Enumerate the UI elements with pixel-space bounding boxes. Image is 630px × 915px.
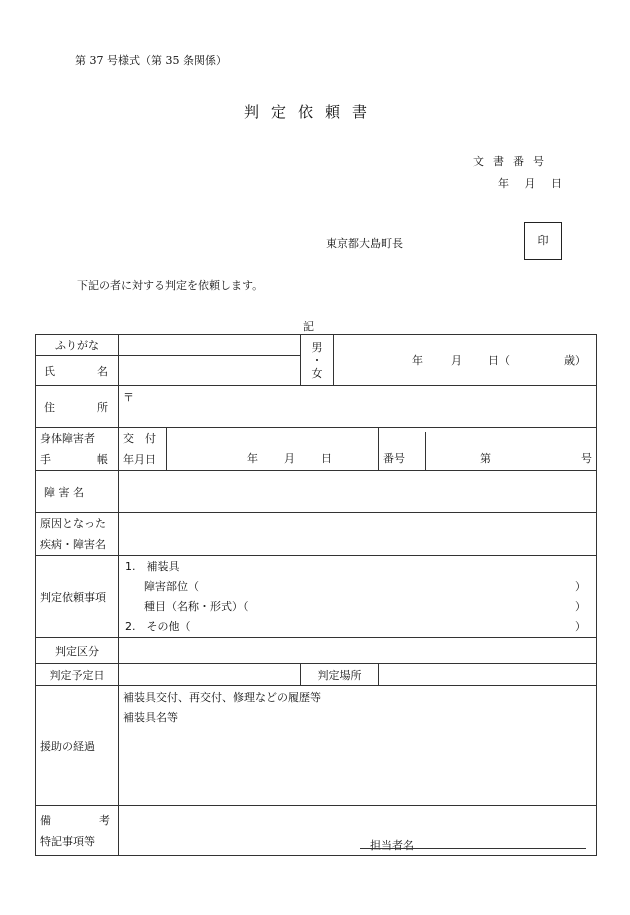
category-field[interactable] <box>119 638 597 664</box>
request-item2-close: ） <box>575 619 587 633</box>
ki-label: 記 <box>303 320 314 333</box>
sex-male: 男 <box>311 340 323 354</box>
age: 歳） <box>564 354 586 367</box>
request-part-close: ） <box>575 579 587 593</box>
sex-dot: ・ <box>311 353 323 367</box>
number-dai: 第 <box>480 452 491 465</box>
handbook-label-line1: 身体障害者 <box>40 432 95 445</box>
request-part-line <box>125 577 592 597</box>
birth-year: 年 <box>412 354 423 367</box>
issue-date-field[interactable] <box>167 428 379 471</box>
name-label: 氏 名 <box>36 356 119 386</box>
request-item2-label: 2. その他（ <box>125 619 191 633</box>
assist-label: 援助の経過 <box>36 686 119 806</box>
request-part-label: 障害部位（ <box>144 579 199 593</box>
staff-name-underline <box>360 848 586 849</box>
cause-label-line1: 原因となった <box>40 517 106 530</box>
address-field[interactable] <box>119 386 597 428</box>
remarks-label <box>36 806 119 856</box>
assist-field[interactable] <box>119 686 597 806</box>
assist-lines <box>123 688 592 728</box>
postal-mark: 〒 <box>123 391 134 404</box>
number-label: 番号 <box>379 432 426 470</box>
furigana-label: ふりがな <box>36 335 119 356</box>
sex-field[interactable] <box>301 335 334 386</box>
date-month: 月 <box>524 177 536 190</box>
address-label: 住 所 <box>36 386 119 428</box>
place-label: 判定場所 <box>301 664 379 686</box>
number-go: 号 <box>581 452 592 465</box>
birth-day: 日（ <box>488 354 510 367</box>
issue-date-label <box>119 428 167 471</box>
handbook-number-field[interactable] <box>379 428 597 471</box>
birth-date-row <box>338 352 592 368</box>
request-type-line <box>125 597 592 617</box>
request-label: 判定依頼事項 <box>36 556 119 638</box>
request-type-label: 種目（名称・形式）（ <box>144 599 249 613</box>
sex-female: 女 <box>311 366 323 380</box>
issue-year: 年 <box>247 452 258 465</box>
disability-name-label: 障 害 名 <box>36 471 119 513</box>
issue-month: 月 <box>284 452 295 465</box>
cause-label <box>36 513 119 556</box>
request-item1: 1. 補装具 <box>125 559 180 573</box>
cause-label-line2: 疾病・障害名 <box>40 538 106 551</box>
intro-text: 下記の者に対する判定を依頼します。 <box>77 279 264 292</box>
remarks-label-line2: 特記事項等 <box>40 834 95 848</box>
request-field[interactable] <box>119 556 597 638</box>
birth-month: 月 <box>451 354 462 367</box>
issue-label-line1: 交 付 <box>123 432 156 445</box>
name-field[interactable] <box>119 356 301 386</box>
seal-box: 印 <box>524 222 562 260</box>
date-year: 年 <box>498 177 509 190</box>
request-lines <box>125 557 592 637</box>
document-date <box>498 175 562 191</box>
request-form-table <box>35 334 597 856</box>
disability-name-field[interactable] <box>119 471 597 513</box>
document-number-label: 文書番号 <box>473 155 553 168</box>
place-field[interactable] <box>379 664 597 686</box>
handbook-label-line2: 手 帳 <box>40 453 108 466</box>
furigana-field[interactable] <box>119 335 301 356</box>
page-title: 判定依頼書 <box>244 103 380 121</box>
issue-date-row <box>171 450 374 466</box>
addressee: 東京都大島町長 <box>326 237 403 250</box>
issue-label-line2: 年月日 <box>123 453 156 466</box>
form-number: 第 37 号様式（第 35 条関係） <box>75 54 227 67</box>
cause-field[interactable] <box>119 513 597 556</box>
scheduled-date-label: 判定予定日 <box>36 664 119 686</box>
date-day: 日 <box>551 177 562 190</box>
assist-line1: 補装具交付、再交付、修理などの履歴等 <box>123 691 321 704</box>
request-type-close: ） <box>575 599 587 613</box>
scheduled-date-field[interactable] <box>119 664 301 686</box>
handbook-number-row <box>379 432 592 466</box>
handbook-label <box>36 428 119 471</box>
remarks-label-line1: 備 考 <box>40 813 110 827</box>
category-label: 判定区分 <box>36 638 119 664</box>
birth-date-field[interactable] <box>334 335 597 386</box>
assist-line2: 補装具名等 <box>123 711 178 724</box>
staff-name-label: 担当者名 <box>370 839 414 852</box>
issue-day: 日 <box>321 452 332 465</box>
request-item2-line <box>125 617 592 637</box>
